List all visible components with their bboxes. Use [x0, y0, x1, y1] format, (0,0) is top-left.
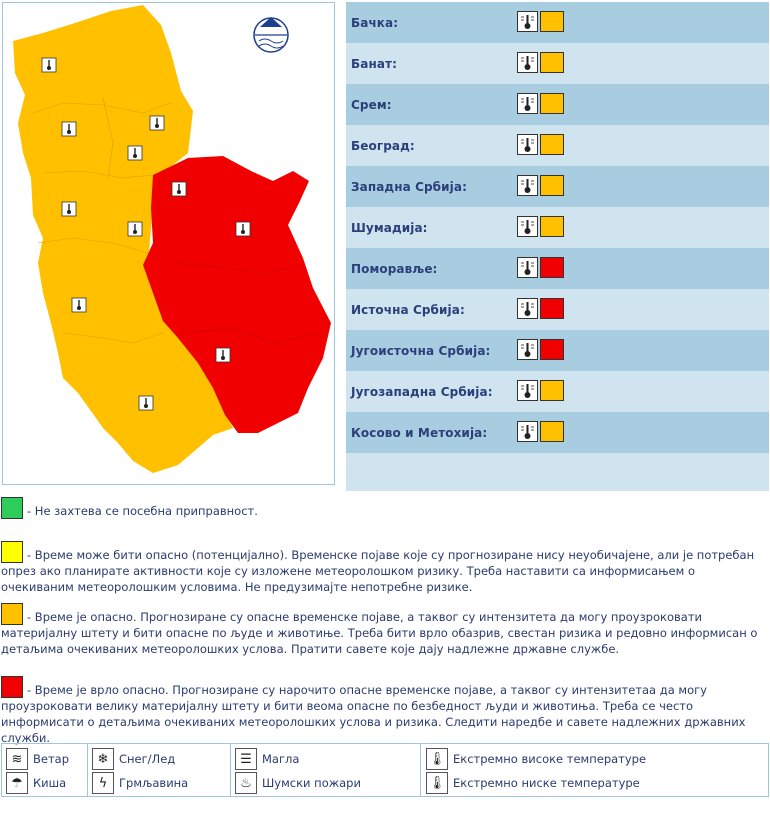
region-row [346, 371, 769, 412]
hazard-wind-label: Ветар [33, 752, 70, 766]
thermometer-icon [517, 175, 538, 196]
map-thermometer-icon [62, 202, 76, 216]
hazard-forest-fire [235, 772, 361, 794]
thermometer-icon [517, 216, 538, 237]
orange-swatch [1, 603, 23, 625]
map-thermometer-icon [42, 58, 56, 72]
legend-yellow-text: - Време може бити опасно (потенцијално). Временске појаве које су прогнозиране нису неуобичајене, али је потребан опрез ако планирате активности које су изложене метеоролошком ризику. Треба наставити са информисањем о очекиваним метеоролошким условима. Не предузимајте непотребне ризике. [1, 548, 755, 594]
region-name: Шумадија: [351, 220, 428, 235]
warning-map [2, 2, 335, 485]
warning-level-orange [540, 52, 564, 73]
map-thermometer-icon [139, 396, 153, 410]
region-name: Бачка: [351, 15, 399, 30]
region-row [346, 248, 769, 289]
region-row [346, 43, 769, 84]
thermometer-icon [517, 339, 538, 360]
region-name: Срем: [351, 97, 392, 112]
region-row [346, 207, 769, 248]
region-row-empty [346, 453, 769, 491]
green-swatch [1, 497, 23, 519]
wind-icon: ≋ [6, 748, 28, 770]
thermometer-high-icon: 🌡 [426, 748, 448, 770]
warning-level-red [540, 298, 564, 319]
hazard-snow-ice-label: Снег/Лед [119, 752, 176, 766]
region-row [346, 289, 769, 330]
region-row [346, 330, 769, 371]
region-name: Југозападна Србија: [351, 384, 493, 399]
hazard-extreme-high [426, 748, 646, 770]
region-row [346, 84, 769, 125]
map-thermometer-icon [236, 222, 250, 236]
hazard-fog-label: Магла [262, 752, 300, 766]
thermometer-icon [517, 134, 538, 155]
red-swatch [1, 676, 23, 698]
hazard-extreme-low [426, 772, 640, 794]
legend-red-text: - Време је врло опасно. Прогнозиране су нарочито опасне временске појаве, а таквог су интензитетаа да могу проузроковати велику материјалну штету и бити веома опасне по безбедност људи и животиња. Треба се често информисати о детаљима очекиваних метеоролошких услова и ризика. Следити наредбе и савете надлежних државних служби. [1, 683, 746, 745]
warning-level-orange [540, 175, 564, 196]
warning-level-orange [540, 93, 564, 114]
region-name: Банат: [351, 56, 397, 71]
warning-level-orange [540, 11, 564, 32]
warning-level-red [540, 257, 564, 278]
hazard-extreme-low-label: Екстремно ниске температуре [453, 776, 640, 790]
snowflake-icon: ❄ [92, 748, 114, 770]
warning-level-red [540, 339, 564, 360]
region-row [346, 412, 769, 453]
hazard-wind [6, 748, 69, 770]
thermometer-icon [517, 380, 538, 401]
fire-icon: ♨ [235, 772, 257, 794]
hazard-extreme-high-label: Екстремно високе температуре [453, 752, 647, 766]
thermometer-low-icon: 🌡 [426, 772, 448, 794]
hazard-thunderstorm [92, 772, 188, 794]
hazard-forest-fire-label: Шумски пожари [262, 776, 361, 790]
map-thermometer-icon [216, 348, 230, 362]
map-thermometer-icon [128, 222, 142, 236]
thermometer-icon [517, 421, 538, 442]
map-thermometer-icon [72, 298, 86, 312]
thermometer-icon [517, 257, 538, 278]
thermometer-icon [517, 52, 538, 73]
legend-green [1, 497, 767, 519]
yellow-swatch [1, 541, 23, 563]
region-row [346, 166, 769, 207]
legend-red [1, 676, 767, 746]
thermometer-icon [517, 93, 538, 114]
region-name: Југоисточна Србија: [351, 343, 491, 358]
legend-green-text: - Не захтева се посебна приправност. [27, 504, 258, 518]
region-name: Западна Србија: [351, 179, 467, 194]
region-row [346, 2, 769, 43]
region-name: Косово и Метохија: [351, 425, 488, 440]
hazard-rain-label: Киша [33, 776, 67, 790]
fog-icon: ☰ [235, 748, 257, 770]
map-thermometer-icon [128, 146, 142, 160]
map-thermometer-icon [150, 116, 164, 130]
hazard-fog [235, 748, 299, 770]
rain-icon: ☂ [6, 772, 28, 794]
hazard-rain [6, 772, 66, 794]
lightning-icon: ϟ [92, 772, 114, 794]
map-thermometer-icon [172, 182, 186, 196]
legend-orange [1, 603, 767, 657]
rhmz-logo-icon [254, 17, 288, 52]
region-row [346, 125, 769, 166]
serbia-map [3, 3, 336, 486]
region-name: Источна Србија: [351, 302, 465, 317]
warning-level-orange [540, 216, 564, 237]
thermometer-icon [517, 298, 538, 319]
region-warnings-table [346, 2, 769, 491]
legend-orange-text: - Време је опасно. Прогнозиране су опасне временске појаве, а таквог су интензитета да могу проузроковати материјалну штету и бити опасне по људе и животиње. Треба бити врло обазрив, свестан ризика и редовно информисан о детаљима очекиваних метеоролошких услова. Пратити савете које дају надлежне државне службе. [1, 610, 758, 656]
hazard-snow-ice [92, 748, 175, 770]
legend-yellow [1, 541, 767, 595]
warning-level-orange [540, 380, 564, 401]
region-name: Београд: [351, 138, 415, 153]
hazard-icon-legend [1, 743, 769, 797]
warning-level-orange [540, 134, 564, 155]
map-thermometer-icon [62, 122, 76, 136]
warning-level-orange [540, 421, 564, 442]
region-name: Поморавље: [351, 261, 438, 276]
hazard-thunderstorm-label: Грмљавина [119, 776, 189, 790]
thermometer-icon [517, 11, 538, 32]
